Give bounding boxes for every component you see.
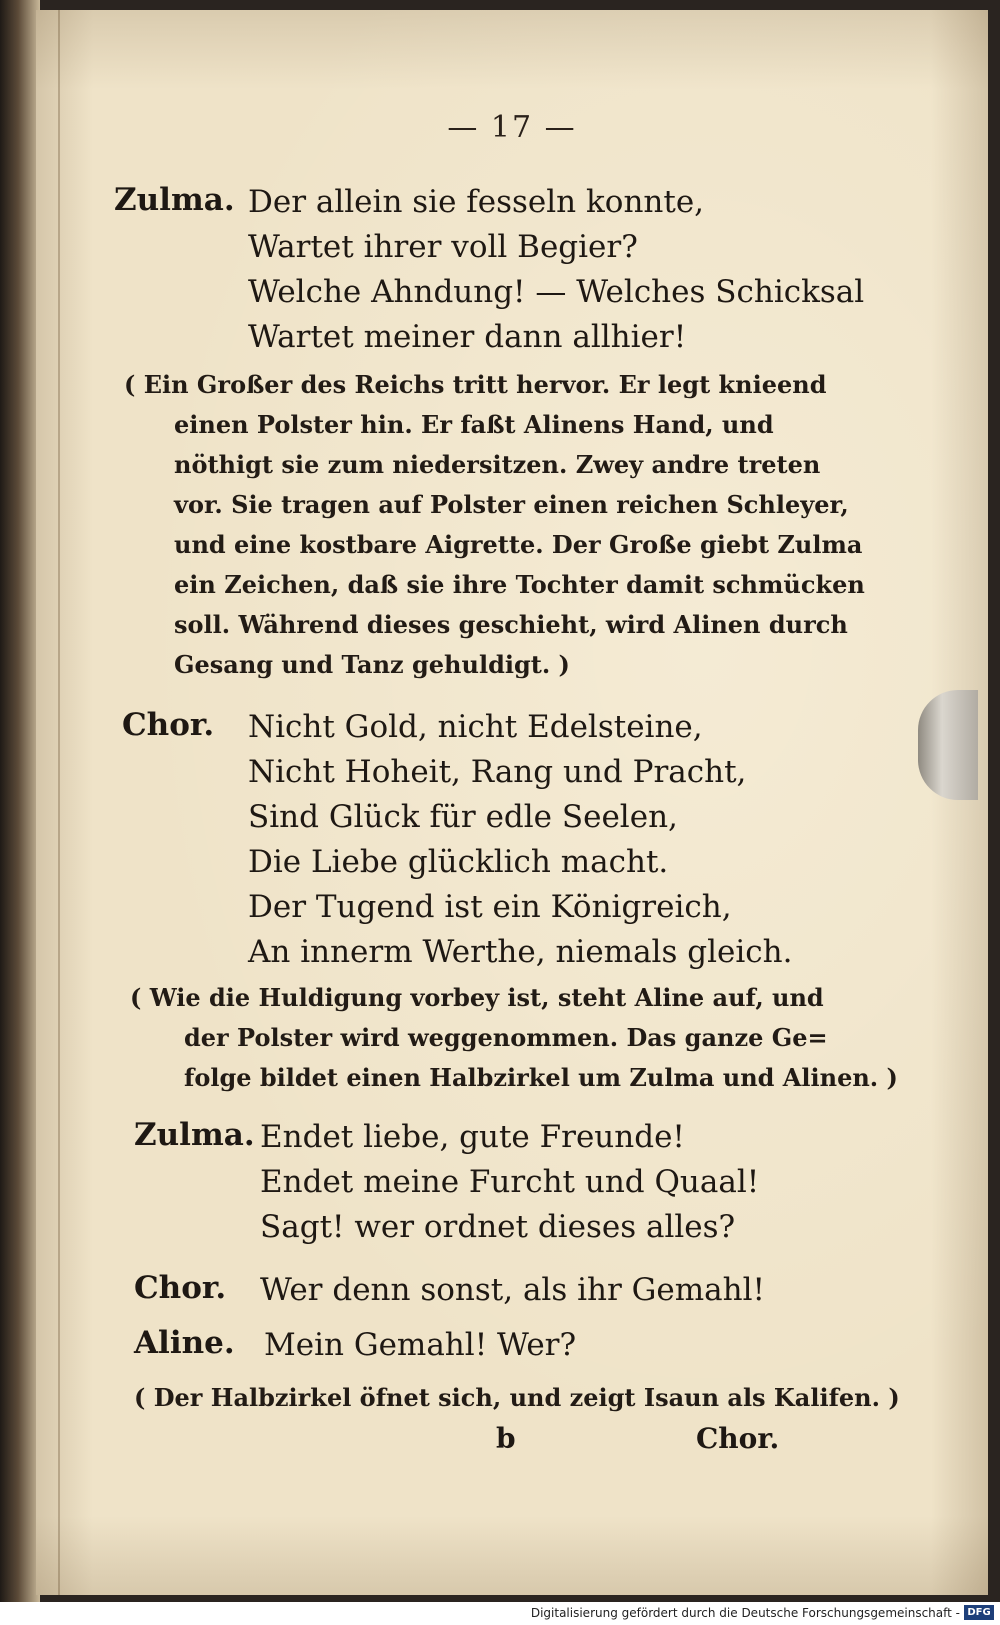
verse-line: Wartet ihrer voll Begier? (248, 229, 638, 265)
direction-line: ( Ein Großer des Reichs tritt hervor. Er legt knieend (124, 370, 827, 399)
speaker-label: Chor. (122, 707, 215, 743)
catchword: Chor. (696, 1422, 780, 1455)
page-fold-line (58, 10, 60, 1595)
speaker-label: Zulma. (114, 182, 235, 218)
speaker-label: Zulma. (134, 1117, 255, 1153)
book-gutter (0, 0, 40, 1625)
book-page (36, 10, 988, 1595)
direction-line: ( Wie die Huldigung vorbey ist, steht Aline auf, und (130, 983, 824, 1012)
verse-line: Die Liebe glücklich macht. (248, 844, 669, 880)
direction-line: ( Der Halbzirkel öfnet sich, und zeigt Isaun als Kalifen. ) (134, 1383, 900, 1412)
verse-line: An innerm Werthe, niemals gleich. (248, 934, 793, 970)
verse-line: Sind Glück für edle Seelen, (248, 799, 678, 835)
footer-bar (0, 1602, 1000, 1625)
direction-line: Gesang und Tanz gehuldigt. ) (174, 650, 570, 679)
speaker-label: Aline. (134, 1325, 235, 1361)
direction-line: einen Polster hin. Er faßt Alinens Hand, und (174, 410, 774, 439)
funding-credit: Digitalisierung gefördert durch die Deutsche Forschungsgemeinschaft - (530, 1606, 960, 1620)
verse-line: Wer denn sonst, als ihr Gemahl! (260, 1272, 765, 1308)
verse-line: Nicht Gold, nicht Edelsteine, (248, 709, 703, 745)
direction-line: soll. Während dieses geschieht, wird Alinen durch (174, 610, 848, 639)
direction-line: ein Zeichen, daß sie ihre Tochter damit schmücken (174, 570, 865, 599)
verse-line: Wartet meiner dann allhier! (248, 319, 687, 355)
verse-line: Mein Gemahl! Wer? (264, 1327, 577, 1363)
stage-direction (124, 365, 865, 685)
direction-line: und eine kostbare Aigrette. Der Große giebt Zulma (174, 530, 863, 559)
direction-line: folge bildet einen Halbzirkel um Zulma und Alinen. ) (184, 1063, 898, 1092)
verse-line: Endet meine Furcht und Quaal! (260, 1164, 760, 1200)
verse-line: Der allein sie fesseln konnte, (248, 184, 705, 220)
page-clip (918, 690, 978, 800)
verse-line: Der Tugend ist ein Königreich, (248, 889, 732, 925)
stage-direction (134, 1378, 900, 1418)
speaker-label: Chor. (134, 1270, 227, 1306)
stage-direction (130, 978, 898, 1098)
signature-mark: b (496, 1422, 516, 1455)
verse-line: Nicht Hoheit, Rang und Pracht, (248, 754, 747, 790)
page-number: — 17 — (447, 110, 577, 145)
verse-line: Endet liebe, gute Freunde! (260, 1119, 685, 1155)
direction-line: vor. Sie tragen auf Polster einen reichen Schleyer, (174, 490, 849, 519)
dfg-logo: DFG (964, 1605, 994, 1620)
direction-line: nöthigt sie zum niedersitzen. Zwey andre treten (174, 450, 821, 479)
direction-line: der Polster wird weggenommen. Das ganze Ge= (184, 1023, 828, 1052)
verse-line: Welche Ahndung! — Welches Schicksal (248, 274, 865, 310)
verse-line: Sagt! wer ordnet dieses alles? (260, 1209, 736, 1245)
